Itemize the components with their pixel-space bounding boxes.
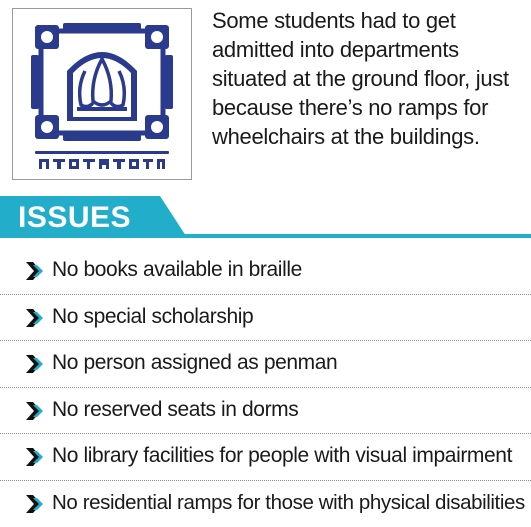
issue-text: No special scholarship: [52, 303, 253, 331]
issue-text: No library facilities for people with visual impairment: [52, 442, 512, 470]
list-item: [0, 434, 531, 481]
university-emblem-icon: [13, 9, 191, 179]
double-chevron-right-icon: [24, 400, 48, 422]
intro-section: [0, 0, 531, 190]
issues-header: [0, 196, 531, 240]
list-item: [0, 248, 531, 295]
double-chevron-right-icon: [24, 260, 48, 282]
list-item: [0, 295, 531, 342]
issues-title: ISSUES: [18, 199, 131, 237]
university-logo: [12, 8, 192, 180]
intro-text: Some students had to get admitted into departments situated at the ground floor, just because there’s no ramps for wheelchairs at the buildings.: [212, 6, 528, 151]
issue-text: No books available in braille: [52, 256, 302, 284]
issue-text: No person assigned as penman: [52, 349, 337, 377]
issues-list: [0, 248, 531, 527]
double-chevron-right-icon: [24, 353, 48, 375]
list-item: [0, 481, 531, 527]
double-chevron-right-icon: [24, 307, 48, 329]
issue-text: No residential ramps for those with physical disabilities: [52, 489, 525, 517]
list-item: [0, 388, 531, 435]
issue-text: No reserved seats in dorms: [52, 396, 298, 424]
double-chevron-right-icon: [24, 446, 48, 468]
list-item: [0, 341, 531, 388]
double-chevron-right-icon: [24, 493, 48, 515]
